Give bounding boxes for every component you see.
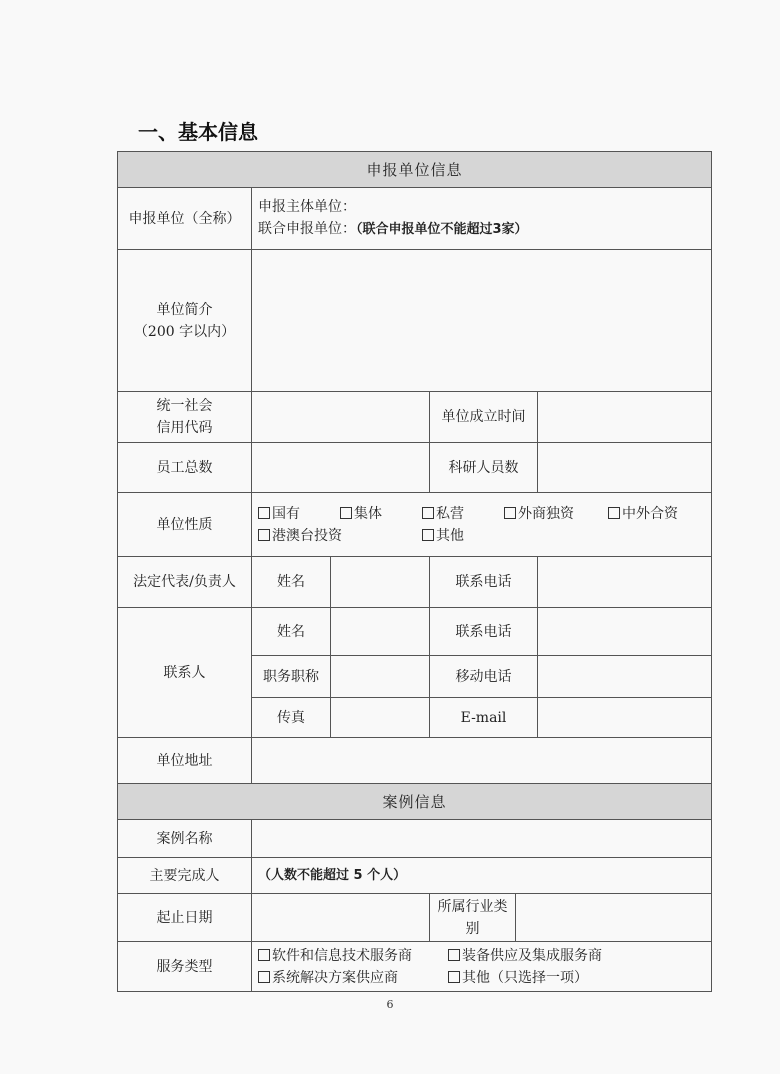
page-number: 6 (386, 998, 394, 1011)
credit-code-label-line2: 信用代码 (156, 420, 213, 436)
address-label: 单位地址 (118, 738, 252, 784)
contact-email-label: E-mail (430, 698, 538, 738)
case-name-label: 案例名称 (118, 820, 252, 858)
industry-label: 所属行业类别 (430, 894, 516, 942)
nature-label: 单位性质 (118, 493, 252, 557)
checkbox-icon (258, 949, 270, 961)
researchers-label: 科研人员数 (430, 443, 538, 493)
checkbox-icon (258, 529, 270, 541)
contact-title-field[interactable] (331, 656, 430, 698)
credit-code-field[interactable] (252, 392, 430, 443)
contact-mobile-label: 移动电话 (430, 656, 538, 698)
checkbox-icon (448, 949, 460, 961)
contact-name-field[interactable] (331, 608, 430, 656)
staff-total-field[interactable] (252, 443, 430, 493)
applicant-label: 申报单位（全称） (118, 188, 252, 250)
nature-option-private[interactable]: 私营 (422, 503, 504, 525)
checkbox-icon (448, 971, 460, 983)
basic-info-form (117, 151, 712, 992)
contact-name-label: 姓名 (252, 608, 331, 656)
page-title: 一、基本信息 (138, 120, 258, 144)
legal-rep-name-label: 姓名 (252, 557, 331, 608)
legal-rep-phone-label: 联系电话 (430, 557, 538, 608)
contact-label: 联系人 (118, 608, 252, 738)
contact-phone-field[interactable] (538, 608, 712, 656)
credit-code-label (118, 392, 252, 443)
nature-option-foreign[interactable]: 外商独资 (504, 503, 608, 525)
joint-unit-label: 联合申报单位： (258, 221, 356, 237)
service-type-label: 服务类型 (118, 942, 252, 992)
address-field[interactable] (252, 738, 712, 784)
contact-mobile-field[interactable] (538, 656, 712, 698)
contact-fax-label: 传真 (252, 698, 331, 738)
credit-code-label-line1: 统一社会 (156, 398, 213, 414)
researchers-field[interactable] (538, 443, 712, 493)
checkbox-icon (422, 507, 434, 519)
intro-label-line2: （200 字以内） (133, 323, 236, 340)
case-name-field[interactable] (252, 820, 712, 858)
dates-field[interactable] (252, 894, 430, 942)
checkbox-icon (504, 507, 516, 519)
contact-fax-field[interactable] (331, 698, 430, 738)
checkbox-icon (422, 529, 434, 541)
joint-unit-note: （联合申报单位不能超过3家） (356, 222, 528, 237)
dates-label: 起止日期 (118, 894, 252, 942)
staff-total-label: 员工总数 (118, 443, 252, 493)
legal-rep-phone-field[interactable] (538, 557, 712, 608)
section-unit-info: 申报单位信息 (118, 152, 712, 188)
nature-option-collective[interactable]: 集体 (340, 503, 422, 525)
intro-label-line1: 单位简介 (156, 301, 213, 318)
checkbox-icon (258, 971, 270, 983)
applicant-field[interactable] (252, 188, 712, 250)
founded-field[interactable] (538, 392, 712, 443)
nature-option-hmt[interactable]: 港澳台投资 (258, 525, 422, 547)
service-option-other[interactable]: 其他（只选择一项） (448, 967, 588, 989)
service-option-software[interactable]: 软件和信息技术服务商 (258, 945, 448, 967)
industry-field[interactable] (516, 894, 712, 942)
contact-phone-label: 联系电话 (430, 608, 538, 656)
main-people-label: 主要完成人 (118, 858, 252, 894)
intro-field[interactable] (252, 250, 712, 392)
nature-option-joint-venture[interactable]: 中外合资 (608, 503, 678, 525)
nature-option-state[interactable]: 国有 (258, 503, 340, 525)
nature-option-other[interactable]: 其他 (422, 525, 464, 547)
nature-options (252, 493, 712, 557)
main-unit-label: 申报主体单位： (258, 199, 356, 215)
checkbox-icon (258, 507, 270, 519)
main-people-field[interactable] (252, 858, 712, 894)
checkbox-icon (608, 507, 620, 519)
service-type-options (252, 942, 712, 992)
service-option-solution[interactable]: 系统解决方案供应商 (258, 967, 448, 989)
service-option-equipment[interactable]: 装备供应及集成服务商 (448, 945, 602, 967)
legal-rep-label: 法定代表/负责人 (118, 557, 252, 608)
contact-email-field[interactable] (538, 698, 712, 738)
section-case-info: 案例信息 (118, 784, 712, 820)
legal-rep-name-field[interactable] (331, 557, 430, 608)
contact-title-label: 职务职称 (252, 656, 331, 698)
main-people-note: （人数不能超过 5 个人） (258, 868, 407, 883)
founded-label: 单位成立时间 (430, 392, 538, 443)
checkbox-icon (340, 507, 352, 519)
intro-label (118, 250, 252, 392)
